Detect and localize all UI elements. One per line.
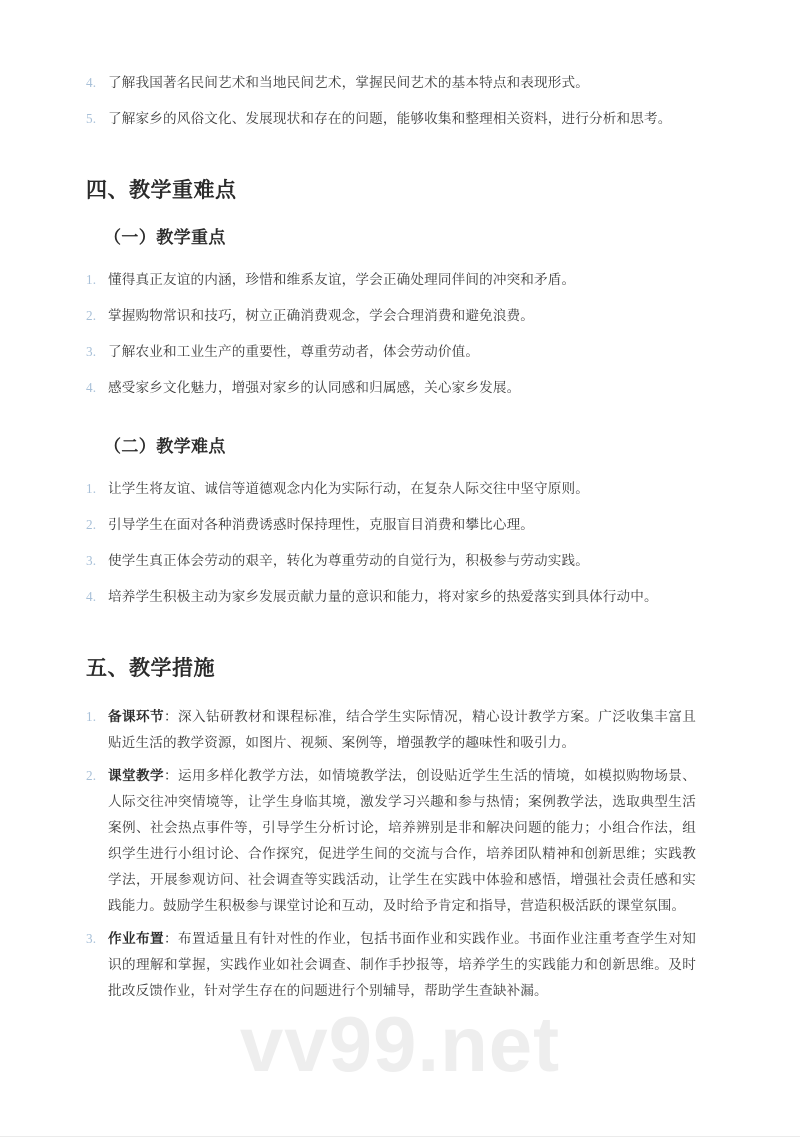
list-item-text: 深入钻研教材和课程标准，结合学生实际情况，精心设计教学方案。广泛收集丰富且贴近生活的教学资源，如图片、视频、案例等，增强教学的趣味性和吸引力。 bbox=[108, 709, 696, 751]
list-item bbox=[86, 512, 696, 538]
spacer bbox=[86, 142, 696, 176]
list-marker: 2. bbox=[86, 308, 97, 324]
list-item-text: 使学生真正体会劳动的艰辛，转化为尊重劳动的自觉行为，积极参与劳动实践。 bbox=[108, 552, 590, 568]
section-heading-four: 四、教学重难点 bbox=[86, 179, 237, 202]
list-marker: 4. bbox=[86, 380, 97, 396]
list-item-text: 让学生将友谊、诚信等道德观念内化为实际行动，在复杂人际交往中坚守原则。 bbox=[108, 480, 590, 496]
subsection-heading-difficult-points: （二）教学难点 bbox=[104, 437, 226, 457]
list-marker: 3. bbox=[86, 931, 97, 947]
spacer bbox=[86, 251, 696, 267]
spacer bbox=[86, 460, 696, 476]
list-item bbox=[86, 375, 696, 401]
list-item bbox=[86, 339, 696, 365]
list-marker: 5. bbox=[86, 111, 97, 126]
list-marker: 2. bbox=[86, 516, 97, 532]
list-item-lead: 课堂教学 bbox=[108, 768, 165, 784]
continued-list bbox=[86, 70, 696, 132]
list-item-text: 了解家乡的风俗文化、发展现状和存在的问题，能够收集和整理相关资料，进行分析和思考。 bbox=[108, 111, 672, 126]
list-item-text: 掌握购物常识和技巧，树立正确消费观念，学会合理消费和避免浪费。 bbox=[108, 308, 535, 324]
list-item-text: 运用多样化教学方法，如情境教学法，创设贴近学生生活的情境，如模拟购物场景、人际交往冲突情境等，让学生身临其境，激发学习兴趣和参与热情；案例教学法，选取典型生活案例、社会热点事件等，引导学生分析讨论，培养辨别是非和解决问题的能力；小组合作法，组织学生进行小组讨论、合作探究，促进学生间的交流与合作，培养团队精神和创新思维；实践教学法，开展参观访问、社会调查等实践活动，让学生在实践中体验和感悟，增强社会责任感和实践能力。鼓励学生积极参与课堂讨论和互动，及时给予肯定和指导，营造积极活跃的课堂氛围。 bbox=[108, 768, 696, 914]
list-marker: 1. bbox=[86, 480, 97, 496]
list-item bbox=[86, 584, 696, 610]
list-item-text: 懂得真正友谊的内涵，珍惜和维系友谊，学会正确处理同伴间的冲突和矛盾。 bbox=[108, 272, 576, 288]
list-marker: 4. bbox=[86, 75, 97, 90]
key-points-list bbox=[86, 267, 696, 401]
list-item-separator: ： bbox=[164, 768, 179, 784]
list-marker: 1. bbox=[86, 272, 97, 288]
list-item-separator: ： bbox=[164, 931, 179, 947]
list-item bbox=[86, 763, 696, 919]
list-item bbox=[86, 926, 696, 1004]
list-item-lead: 作业布置 bbox=[108, 931, 165, 947]
list-item-text: 引导学生在面对各种消费诱惑时保持理性，克服盲目消费和攀比心理。 bbox=[108, 516, 535, 532]
list-marker: 3. bbox=[86, 552, 97, 568]
list-item bbox=[86, 704, 696, 756]
spacer bbox=[86, 684, 696, 704]
subsection-heading-key-points: （一）教学重点 bbox=[104, 228, 226, 248]
site-watermark: vv99.net bbox=[239, 1000, 561, 1088]
list-item-text: 感受家乡文化魅力，增强对家乡的认同感和归属感，关心家乡发展。 bbox=[108, 380, 521, 396]
section-heading-five: 五、教学措施 bbox=[86, 656, 215, 680]
list-marker: 1. bbox=[86, 709, 97, 725]
list-item bbox=[86, 303, 696, 329]
spacer bbox=[86, 411, 696, 435]
list-marker: 3. bbox=[86, 344, 97, 360]
list-item bbox=[86, 548, 696, 574]
list-item-separator: ： bbox=[164, 709, 179, 725]
spacer bbox=[86, 620, 696, 654]
list-item bbox=[86, 267, 696, 293]
list-item bbox=[86, 70, 696, 96]
measures-list bbox=[86, 704, 696, 1004]
list-item-text: 了解我国著名民间艺术和当地民间艺术，掌握民间艺术的基本特点和表现形式。 bbox=[108, 75, 590, 90]
list-item-text: 了解农业和工业生产的重要性，尊重劳动者，体会劳动价值。 bbox=[108, 344, 480, 360]
list-item-lead: 备课环节 bbox=[108, 709, 165, 725]
list-marker: 2. bbox=[86, 768, 97, 784]
list-item-text: 布置适量且有针对性的作业，包括书面作业和实践作业。书面作业注重考查学生对知识的理解和掌握，实践作业如社会调查、制作手抄报等，培养学生的实践能力和创新思维。及时批改反馈作业，针对学生存在的问题进行个别辅导，帮助学生查缺补漏。 bbox=[108, 931, 696, 999]
list-item-text: 培养学生积极主动为家乡发展贡献力量的意识和能力，将对家乡的热爱落实到具体行动中。 bbox=[108, 588, 658, 604]
spacer bbox=[86, 206, 696, 226]
list-item bbox=[86, 476, 696, 502]
list-marker: 4. bbox=[86, 588, 97, 604]
list-item bbox=[86, 106, 696, 132]
difficult-points-list bbox=[86, 476, 696, 610]
